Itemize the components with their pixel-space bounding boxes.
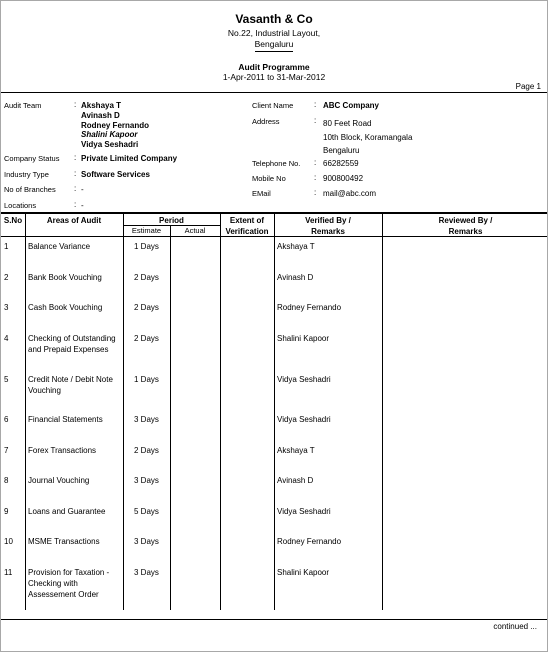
row-verified: Akshaya T xyxy=(277,446,315,455)
row-estimate: 2 Days xyxy=(134,446,159,455)
col-header-areas: Areas of Audit xyxy=(46,216,102,225)
col-header-extent xyxy=(220,215,274,237)
mobile-colon: : xyxy=(314,173,317,182)
industry-type-label: Industry Type xyxy=(4,170,49,179)
row-area-line: Assessement Order xyxy=(28,590,99,599)
row-estimate: 1 Days xyxy=(134,375,159,384)
row-sno: 9 xyxy=(4,507,9,516)
company-status-value: Private Limited Company xyxy=(81,154,178,163)
row-area-line: Journal Vouching xyxy=(28,476,90,485)
locations-colon: : xyxy=(74,200,77,209)
row-sno: 4 xyxy=(4,334,9,343)
row-verified: Rodney Fernando xyxy=(277,303,342,312)
row-sno: 6 xyxy=(4,415,9,424)
locations-label: Locations xyxy=(4,201,37,210)
col-header-reviewed-line2: Remarks xyxy=(448,227,483,236)
row-estimate: 2 Days xyxy=(134,273,159,282)
col-header-sno: S.No xyxy=(3,216,23,225)
row-area xyxy=(28,333,121,355)
row-verified: Shalini Kapoor xyxy=(277,334,330,343)
row-sno: 7 xyxy=(4,446,9,455)
row-area-line: Checking of Outstanding xyxy=(28,334,116,343)
client-name-label: Client Name xyxy=(252,101,294,110)
col-header-extent-line1: Extent of xyxy=(229,216,265,225)
company-address-line1: No.22, Industrial Layout, xyxy=(227,28,321,38)
audit-team-colon: : xyxy=(74,100,77,109)
row-verified: Rodney Fernando xyxy=(277,537,342,546)
client-name-value: ABC Company xyxy=(323,101,380,110)
row-verified: Shalini Kapoor xyxy=(277,568,330,577)
report-title: Audit Programme xyxy=(238,62,310,72)
continued-label: continued ... xyxy=(493,622,537,631)
row-area-line: Forex Transactions xyxy=(28,446,97,455)
audit-team-member: Shalini Kapoor xyxy=(81,130,138,140)
email-label: EMail xyxy=(252,189,271,198)
audit-team-list xyxy=(81,101,149,150)
table-bottom-border xyxy=(1,619,547,620)
row-sno: 10 xyxy=(4,537,13,546)
row-area xyxy=(28,567,121,600)
row-area xyxy=(28,536,121,547)
col-header-period: Period xyxy=(159,216,184,225)
audit-team-member: Rodney Fernando xyxy=(81,120,150,130)
telephone-colon: : xyxy=(314,158,317,167)
col-divider xyxy=(170,226,171,610)
col-divider xyxy=(123,214,124,610)
address-line: 10th Block, Koramangala xyxy=(323,132,413,142)
row-estimate: 2 Days xyxy=(134,303,159,312)
row-estimate: 3 Days xyxy=(134,537,159,546)
company-address-line2 xyxy=(1,39,547,49)
col-header-reviewed xyxy=(382,215,549,237)
client-name-colon: : xyxy=(314,100,317,109)
row-area-line: MSME Transactions xyxy=(28,537,100,546)
mobile-value: 900800492 xyxy=(323,174,364,183)
address-line: 80 Feet Road xyxy=(323,119,372,128)
row-verified: Vidya Seshadri xyxy=(277,507,331,516)
row-area-line: Credit Note / Debit Note xyxy=(28,375,113,384)
col-divider xyxy=(382,214,383,610)
row-area-line: Vouching xyxy=(28,386,61,395)
row-estimate: 3 Days xyxy=(134,568,159,577)
row-area xyxy=(28,506,121,517)
row-area xyxy=(28,374,121,396)
row-verified: Vidya Seshadri xyxy=(277,375,331,384)
row-area xyxy=(28,475,121,486)
company-city: Bengaluru xyxy=(255,39,294,52)
row-verified: Avinash D xyxy=(277,273,314,282)
row-sno: 3 xyxy=(4,303,9,312)
row-area-line: Checking with xyxy=(28,579,78,588)
branches-colon: : xyxy=(74,184,77,193)
row-sno: 2 xyxy=(4,273,9,282)
col-divider xyxy=(25,214,26,610)
row-area xyxy=(28,272,121,283)
row-verified: Akshaya T xyxy=(277,242,315,251)
row-area-line: Cash Book Vouching xyxy=(28,303,103,312)
audit-team-label: Audit Team xyxy=(4,101,42,110)
row-area xyxy=(28,241,121,252)
audit-team-member: Avinash D xyxy=(81,110,120,120)
address-label: Address xyxy=(252,117,280,126)
audit-team-member: Akshaya T xyxy=(81,101,122,110)
row-area-line: Loans and Guarantee xyxy=(28,507,106,516)
branches-label: No of Branches xyxy=(4,185,56,194)
row-estimate: 3 Days xyxy=(134,476,159,485)
address-value xyxy=(323,117,412,158)
industry-type-value: Software Services xyxy=(81,170,150,179)
row-area xyxy=(28,302,121,313)
branches-value: - xyxy=(81,185,84,194)
row-area-line: and Prepaid Expenses xyxy=(28,345,109,354)
col-header-actual: Actual xyxy=(184,226,206,235)
email-colon: : xyxy=(314,188,317,197)
company-status-colon: : xyxy=(74,153,77,162)
row-area-line: Provision for Taxation - xyxy=(28,568,110,577)
row-estimate: 5 Days xyxy=(134,507,159,516)
row-estimate: 2 Days xyxy=(134,334,159,343)
mobile-label: Mobile No xyxy=(252,174,286,183)
row-area xyxy=(28,445,121,456)
row-area xyxy=(28,414,121,425)
col-header-extent-line2: Verification xyxy=(225,227,269,236)
row-verified: Avinash D xyxy=(277,476,314,485)
row-estimate: 3 Days xyxy=(134,415,159,424)
row-area-line: Financial Statements xyxy=(28,415,103,424)
telephone-label: Telephone No. xyxy=(252,159,301,168)
row-sno: 5 xyxy=(4,375,9,384)
email-value: mail@abc.com xyxy=(323,189,377,198)
col-header-verified xyxy=(274,215,382,237)
industry-type-colon: : xyxy=(74,169,77,178)
col-header-verified-line1: Verified By / xyxy=(305,216,351,225)
row-area-line: Balance Variance xyxy=(28,242,91,251)
col-header-verified-line2: Remarks xyxy=(311,227,345,236)
page-number: Page 1 xyxy=(515,82,541,91)
row-area-line: Bank Book Vouching xyxy=(28,273,102,282)
company-status-label: Company Status xyxy=(4,154,60,163)
address-line: Bengaluru xyxy=(323,146,360,155)
col-divider xyxy=(274,214,275,610)
company-name: Vasanth & Co xyxy=(235,12,313,26)
col-header-estimate: Estimate xyxy=(131,226,162,235)
row-sno: 8 xyxy=(4,476,9,485)
audit-team-member: Vidya Seshadri xyxy=(81,140,139,150)
address-colon: : xyxy=(314,116,317,125)
row-sno: 11 xyxy=(4,568,13,577)
col-header-reviewed-line1: Reviewed By / xyxy=(438,216,493,225)
row-verified: Vidya Seshadri xyxy=(277,415,331,424)
col-divider xyxy=(220,214,221,610)
row-sno: 1 xyxy=(4,242,9,251)
locations-value: - xyxy=(81,201,84,210)
row-estimate: 1 Days xyxy=(134,242,159,251)
telephone-value: 66282559 xyxy=(323,159,359,168)
header-divider xyxy=(1,92,547,93)
report-period: 1-Apr-2011 to 31-Mar-2012 xyxy=(222,72,326,82)
